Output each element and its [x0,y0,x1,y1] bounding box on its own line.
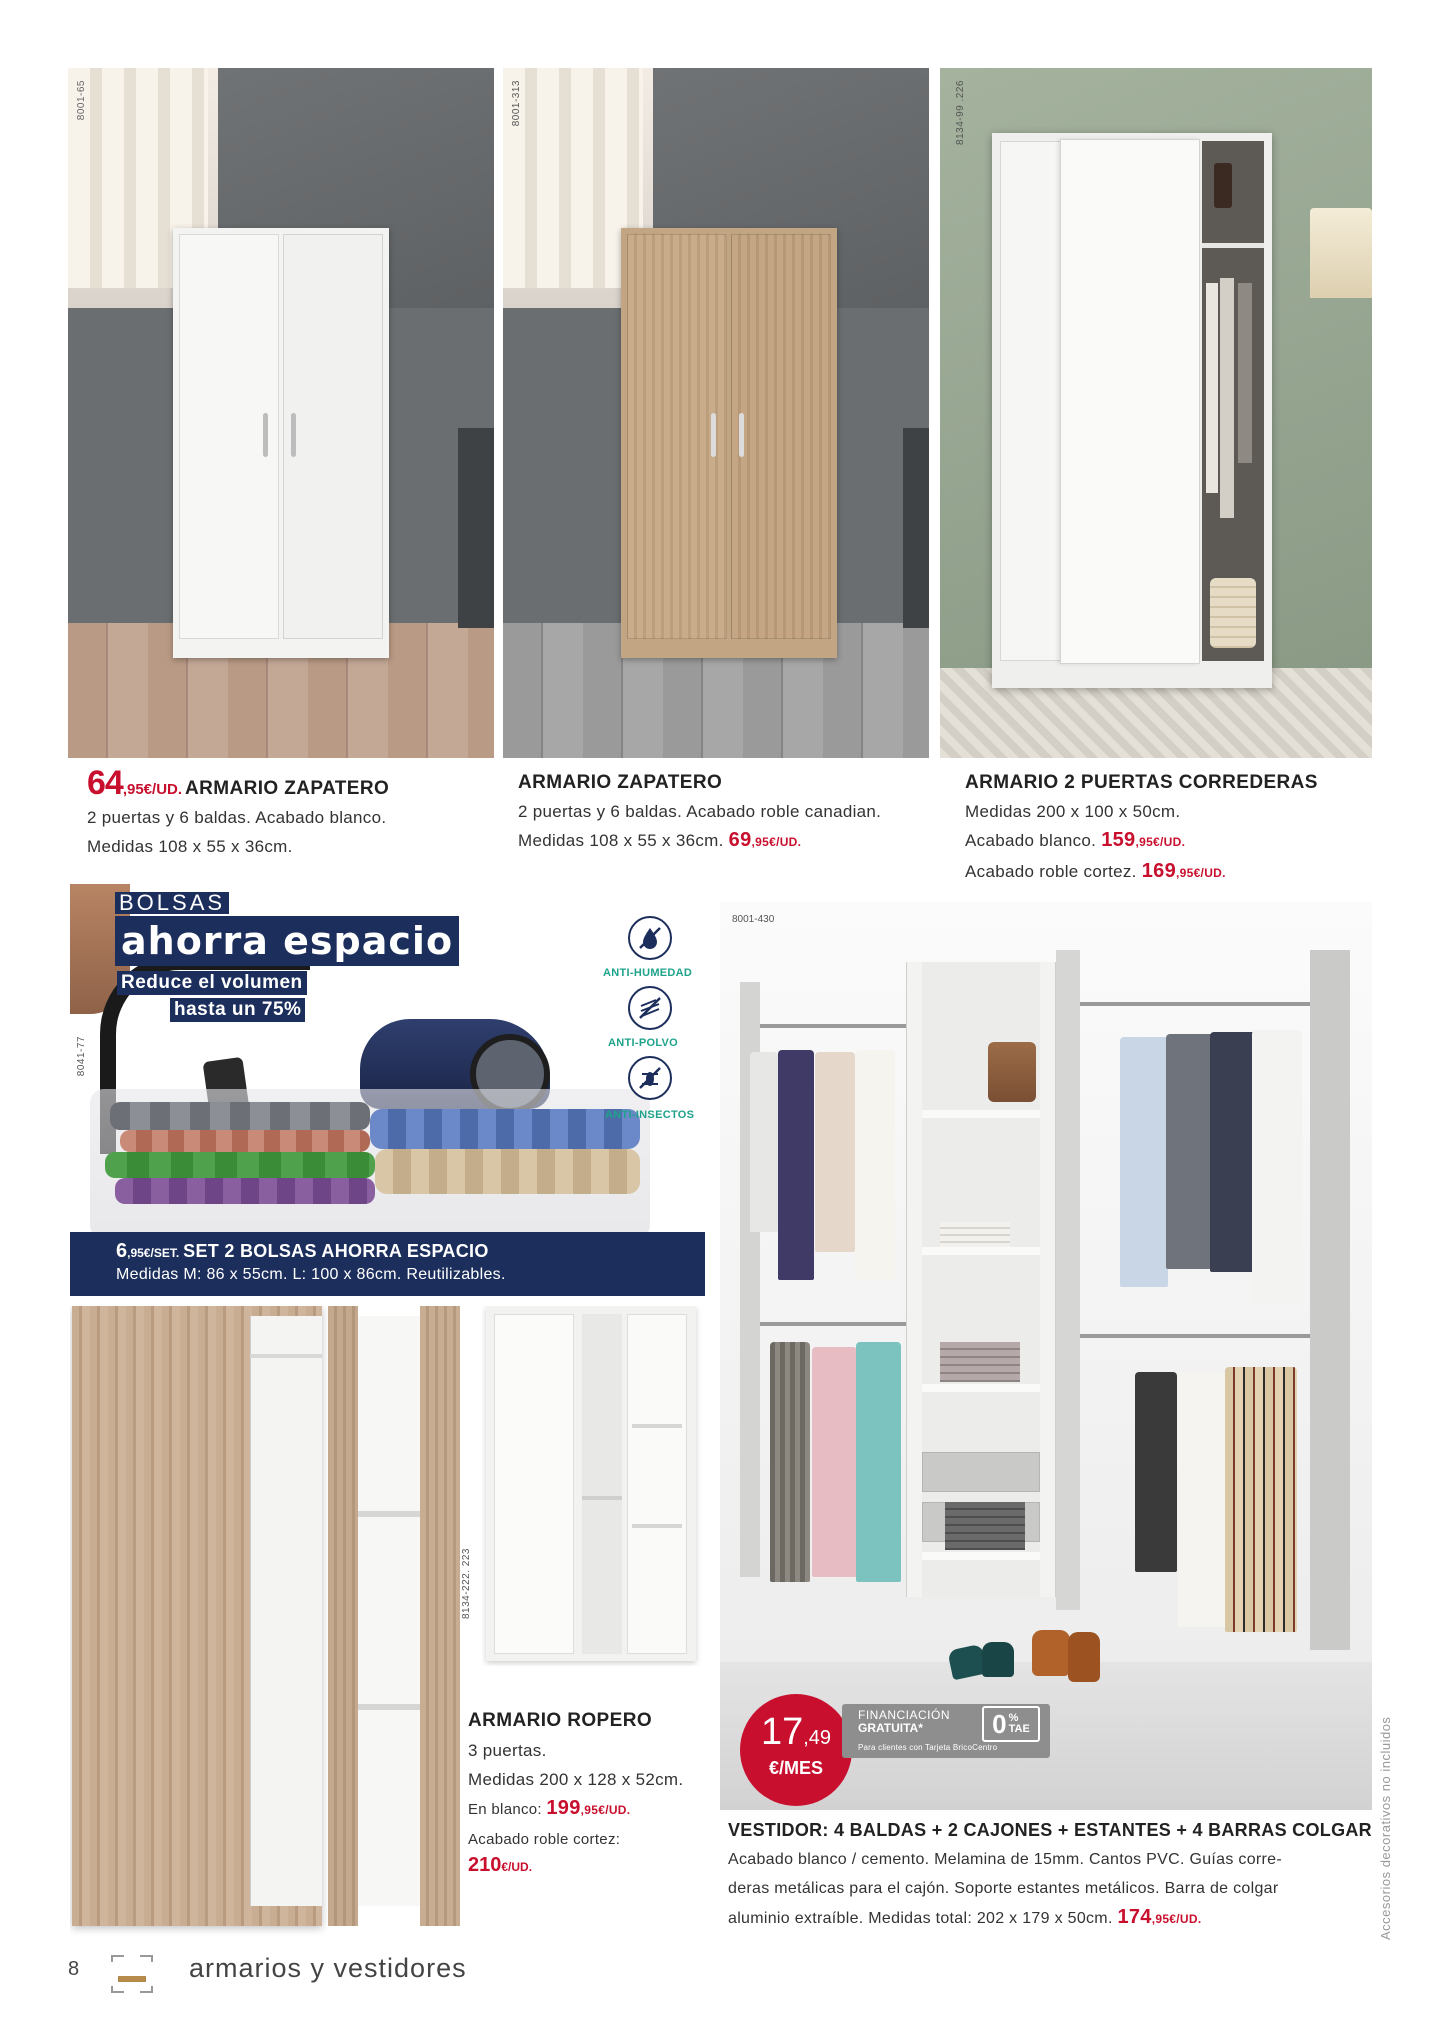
financing-label: FINANCIACIÓN [858,1708,951,1722]
caption-zapatero-oak [518,772,938,857]
monthly-price: 17,49 [760,1711,832,1753]
side-note: Accesorios decorativos no incluidos [1378,1716,1393,1940]
banner-subtitle: hasta un 75% [170,998,305,1022]
page-number: 8 [68,1958,80,1980]
caption-ropero [468,1710,708,1877]
price: 159,95€/UD. [1101,829,1186,851]
product-desc-line: 2 puertas y 6 baldas. Acabado roble canadian. [518,802,882,821]
badge-label: ANTI-INSECTOS [605,1109,695,1121]
badge-label: ANTI-POLVO [608,1037,679,1049]
product-title: ARMARIO 2 PUERTAS CORREDERAS [965,772,1318,793]
price: 6,95€/SET. [116,1240,180,1262]
price-title-row [87,764,497,803]
price: 169,95€/UD. [1141,860,1226,882]
product-desc-text: En blanco: [468,1801,542,1818]
product-desc-line [518,826,938,857]
price: 69,95€/UD. [728,829,802,851]
price: 174,95€/UD. [1117,1906,1202,1928]
product-photo-bolsas [70,884,705,1296]
price: 64,95€/UD. [87,764,183,802]
monthly-unit: €/MES [768,1758,824,1778]
product-title: VESTIDOR: 4 BALDAS + 2 CAJONES + ESTANTES + 4 BARRAS COLGAR [728,1820,1372,1840]
financing-box [842,1704,1050,1758]
product-desc-line [965,857,1385,888]
product-desc-line [728,1903,1378,1934]
product-code: 8041-77 [76,1036,87,1077]
product-photo-zapatero-oak [503,68,929,758]
product-desc-line: Medidas M: 86 x 55cm. L: 100 x 86cm. Reutilizables. [116,1266,506,1283]
product-title: ARMARIO ZAPATERO [185,778,390,799]
section-logo-icon [108,1952,156,1996]
product-photo-ropero-white [482,1306,702,1666]
anti-humidity-icon [628,916,672,960]
product-desc-line: Medidas 200 x 128 x 52cm. [468,1770,684,1789]
monthly-price-badge [740,1694,852,1806]
product-code: 8001-430 [732,914,775,925]
caption-correderas [965,772,1385,888]
product-desc-text: Acabado roble cortez. [965,862,1137,881]
product-desc-line: Acabado blanco / cemento. Melamina de 15mm. Cantos PVC. Guías corre- [728,1851,1282,1868]
product-code: 8134-222. 223 [461,1548,472,1620]
product-photo-ropero-oak [70,1306,462,1938]
product-desc-line [468,1794,708,1825]
product-title: ARMARIO ROPERO [468,1710,652,1731]
product-photo-vestidor [720,902,1372,1810]
product-desc-line: deras metálicas para el cajón. Soporte estantes metálicos. Barra de colgar [728,1880,1279,1897]
product-desc-text: aluminio extraíble. Medidas total: 202 x 179 x 50cm. [728,1910,1113,1927]
product-desc-line: 2 puertas y 6 baldas. Acabado blanco. [87,808,387,827]
price: 210€/UD. [468,1854,533,1876]
cabinet-oak [621,228,837,658]
product-title: SET 2 BOLSAS AHORRA ESPACIO [183,1241,489,1261]
product-code: 8001-313 [511,80,522,127]
anti-dust-icon [628,986,672,1030]
price-title-row [116,1240,705,1263]
banner-word: BOLSAS [115,892,229,914]
product-photo-zapatero-white [68,68,494,758]
product-desc-line: Acabado roble cortez: [468,1831,621,1848]
cabinet-white [173,228,389,658]
financing-label: GRATUITA* [858,1721,923,1735]
wardrobe-sliding [992,133,1272,688]
bolsas-caption-band [70,1232,705,1296]
banner-subtitle: Reduce el volumen [117,971,307,995]
caption-vestidor [728,1820,1378,1934]
anti-insect-icon [628,1056,672,1100]
product-desc-text: Medidas 108 x 55 x 36cm. [518,831,724,850]
product-desc-line: 3 puertas. [468,1741,547,1760]
financing-note: Para clientes con Tarjeta BricoCentro [858,1743,998,1752]
badge-label: ANTI-HUMEDAD [603,967,693,979]
banner-title: ahorra espacio [115,916,459,966]
price: 199,95€/UD. [546,1797,631,1819]
caption-zapatero-white [87,764,497,861]
product-photo-correderas [940,68,1372,758]
product-desc-text: Acabado blanco. [965,831,1097,850]
product-code: 8001-65 [76,80,87,121]
section-title: armarios y vestidores [189,1953,467,1983]
product-desc-line: Medidas 108 x 55 x 36cm. [87,837,293,856]
product-desc-line: Medidas 200 x 100 x 50cm. [965,802,1181,821]
product-desc-line [965,826,1385,857]
product-title: ARMARIO ZAPATERO [518,772,723,793]
financing-rate: 0 % TAE [982,1706,1040,1742]
product-code: 8134-99 .226 [955,80,966,145]
